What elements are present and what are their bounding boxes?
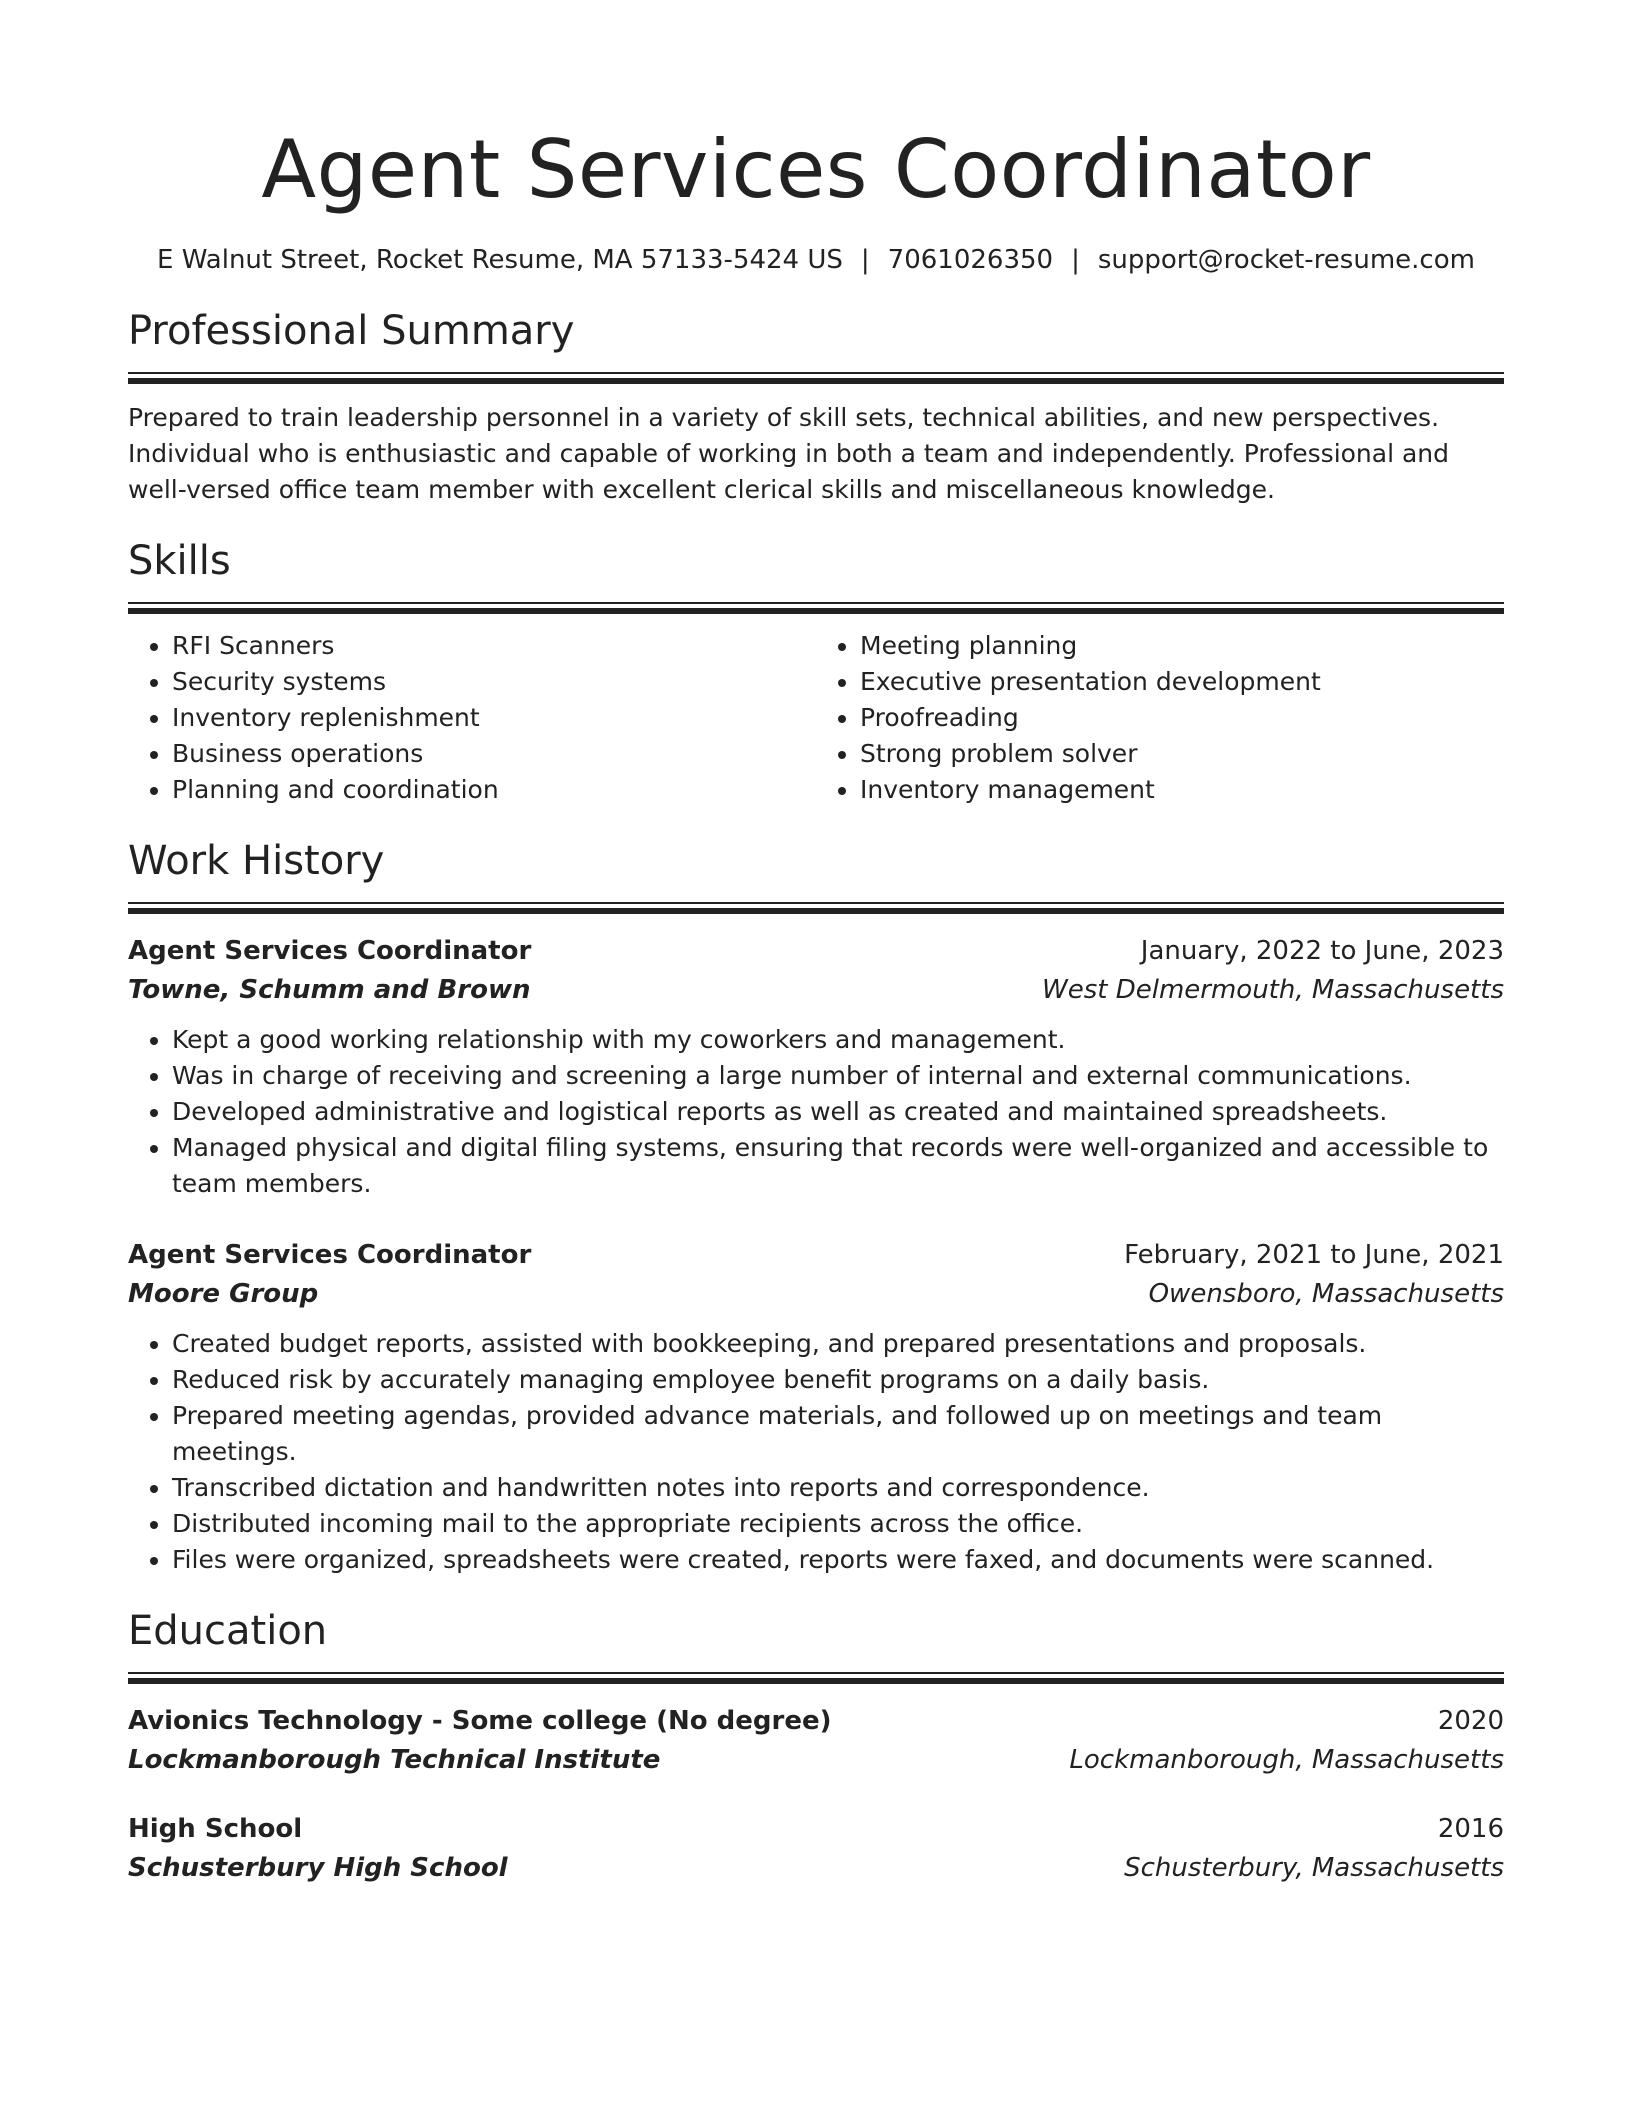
education-school: Schusterbury High School: [128, 1853, 508, 1883]
section-title-work-history: Work History: [128, 838, 385, 884]
education-year: 2020: [1437, 1706, 1504, 1736]
education-header-row: [128, 1810, 1504, 1848]
skill-item: • RFI Scanners: [172, 628, 816, 664]
job-bullet: • Files were organized, spreadsheets were created, reports were faxed, and documents were scanned.: [172, 1542, 1504, 1578]
contact-separator: |: [1071, 245, 1080, 275]
job-bullet: • Developed administrative and logistical reports as well as created and maintained spreadsheets.: [172, 1094, 1504, 1130]
education-school-row: [128, 1740, 1504, 1780]
education-location: Lockmanborough, Massachusetts: [1069, 1745, 1504, 1775]
job-bullets: [128, 1326, 1504, 1578]
job-company: Towne, Schumm and Brown: [128, 975, 531, 1005]
education-school-row: [128, 1848, 1504, 1888]
contact-address: E Walnut Street, Rocket Resume, MA 57133-5424 US: [157, 245, 843, 275]
skill-item: • Executive presentation development: [860, 664, 1504, 700]
job-bullet: • Reduced risk by accurately managing employee benefit programs on a daily basis.: [172, 1362, 1504, 1398]
job-bullet: • Transcribed dictation and handwritten notes into reports and correspondence.: [172, 1470, 1504, 1506]
skills-columns: [128, 628, 1504, 808]
education-degree: High School: [128, 1814, 303, 1844]
section-divider: [128, 902, 1504, 914]
skill-item: • Meeting planning: [860, 628, 1504, 664]
job-location: West Delmermouth, Massachusetts: [1042, 975, 1504, 1005]
section-title-skills: Skills: [128, 538, 231, 584]
job-company-row: [128, 1274, 1504, 1314]
contact-line: [128, 242, 1504, 278]
section-title-summary: Professional Summary: [128, 308, 575, 354]
job-bullet: • Was in charge of receiving and screening a large number of internal and external communications.: [172, 1058, 1504, 1094]
job-entry: [128, 1236, 1504, 1578]
job-bullet: • Created budget reports, assisted with bookkeeping, and prepared presentations and proposals.: [172, 1326, 1504, 1362]
education-location: Schusterbury, Massachusetts: [1124, 1853, 1504, 1883]
job-header-row: [128, 932, 1504, 970]
skill-item: • Security systems: [172, 664, 816, 700]
skills-section: [128, 534, 1504, 808]
work-history-section: [128, 834, 1504, 1578]
skill-item: • Planning and coordination: [172, 772, 816, 808]
section-title-education: Education: [128, 1608, 328, 1654]
job-company-row: [128, 970, 1504, 1010]
job-bullet: • Prepared meeting agendas, provided advance materials, and followed up on meetings and team meetings.: [172, 1398, 1504, 1470]
job-title: Agent Services Coordinator: [128, 936, 532, 966]
contact-phone[interactable]: 7061026350: [887, 245, 1054, 275]
job-header-row: [128, 1236, 1504, 1274]
job-dates: February, 2021 to June, 2021: [1124, 1240, 1504, 1270]
section-divider: [128, 1672, 1504, 1684]
candidate-name: Agent Services Coordinator: [261, 123, 1371, 216]
skill-item: • Strong problem solver: [860, 736, 1504, 772]
skill-item: • Proofreading: [860, 700, 1504, 736]
job-bullet: • Distributed incoming mail to the appropriate recipients across the office.: [172, 1506, 1504, 1542]
job-entry: [128, 932, 1504, 1202]
job-company: Moore Group: [128, 1279, 319, 1309]
contact-email[interactable]: support@rocket-resume.com: [1097, 245, 1475, 275]
education-entry: [128, 1810, 1504, 1888]
job-dates: January, 2022 to June, 2023: [1140, 936, 1504, 966]
education-section: [128, 1604, 1504, 1888]
section-divider: [128, 602, 1504, 614]
summary-text: Prepared to train leadership personnel in a variety of skill sets, technical abilities, and new perspectives. Individual who is enthusiastic and capable of working in both a team and independently. Professional and well-versed office team member with excellent clerical skills and miscellaneous knowledge.: [128, 403, 1450, 504]
education-school: Lockmanborough Technical Institute: [128, 1745, 661, 1775]
job-bullet: • Kept a good working relationship with my coworkers and management.: [172, 1022, 1504, 1058]
skill-item: • Business operations: [172, 736, 816, 772]
summary-section: [128, 304, 1504, 508]
job-bullets: [128, 1022, 1504, 1202]
job-location: Owensboro, Massachusetts: [1148, 1279, 1504, 1309]
contact-separator: |: [860, 245, 870, 275]
job-bullet: • Managed physical and digital filing systems, ensuring that records were well-organized and accessible to team members.: [172, 1130, 1504, 1202]
skill-item: • Inventory management: [860, 772, 1504, 808]
skill-item: • Inventory replenishment: [172, 700, 816, 736]
job-title: Agent Services Coordinator: [128, 1240, 532, 1270]
education-header-row: [128, 1702, 1504, 1740]
education-entry: [128, 1702, 1504, 1780]
education-year: 2016: [1437, 1814, 1504, 1844]
skills-list-right: [816, 628, 1504, 808]
section-divider: [128, 372, 1504, 384]
education-degree: Avionics Technology - Some college (No degree): [128, 1706, 832, 1736]
skills-list-left: [128, 628, 816, 808]
